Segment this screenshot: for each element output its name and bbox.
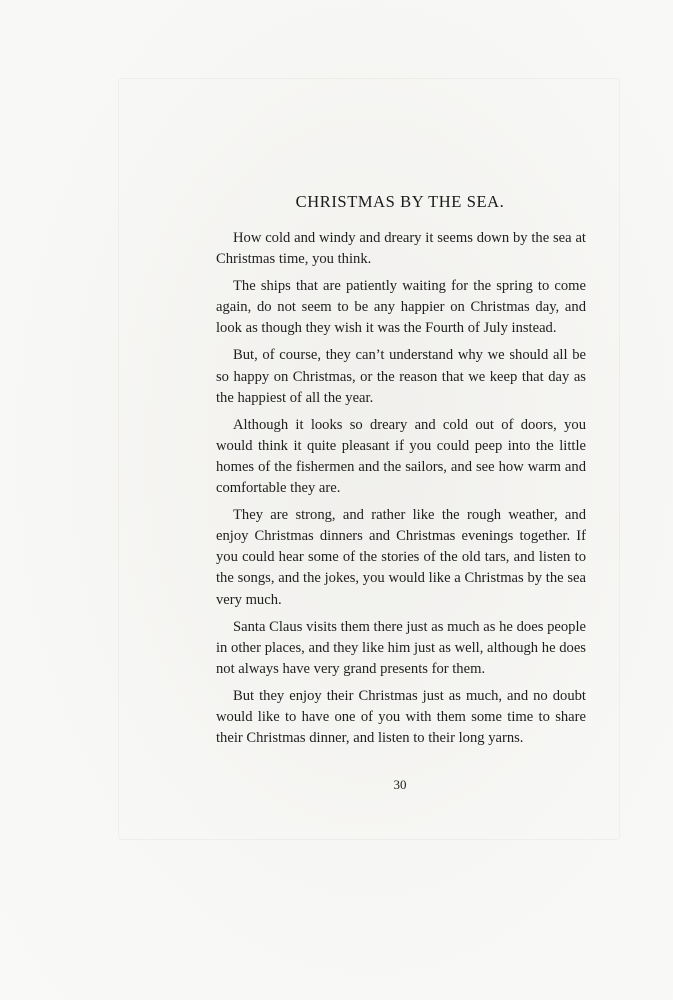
paragraph-1: How cold and windy and dreary it seems down by the sea at Christmas time, you think. [216, 230, 586, 268]
paragraph-4: Although it looks so dreary and cold out of doors, you would think it quite pleasant if you could peep into the little homes of the fishermen and the sailors, and see how warm and comfortable they are. [216, 416, 586, 497]
paragraph-2: The ships that are patiently waiting for the spring to come again, do not seem to be any happier on Christmas day, and look as though they wish it was the Fourth of July instead. [216, 278, 586, 337]
paragraph-5: They are strong, and rather like the rough weather, and enjoy Christmas dinners and Christmas evenings together. If you could hear some of the stories of the old tars, and listen to the songs, and the jokes, you would like a Christmas by the sea very much. [216, 507, 586, 608]
body-text [216, 228, 586, 755]
paragraph-3: But, of course, they can’t understand why we should all be so happy on Christmas, or the reason that we keep that day as the happiest of all the year. [216, 347, 586, 406]
paragraph-7: But they enjoy their Christmas just as much, and no doubt would like to have one of you with them some time to share their Christmas dinner, and listen to their long yarns. [216, 687, 586, 747]
page-number: 30 [393, 777, 407, 792]
paragraph-6: Santa Claus visits them there just as much as he does people in other places, and they like him just as well, although he does not always have very grand presents for them. [216, 618, 586, 677]
page-title: CHRISTMAS BY THE SEA. [295, 192, 505, 211]
